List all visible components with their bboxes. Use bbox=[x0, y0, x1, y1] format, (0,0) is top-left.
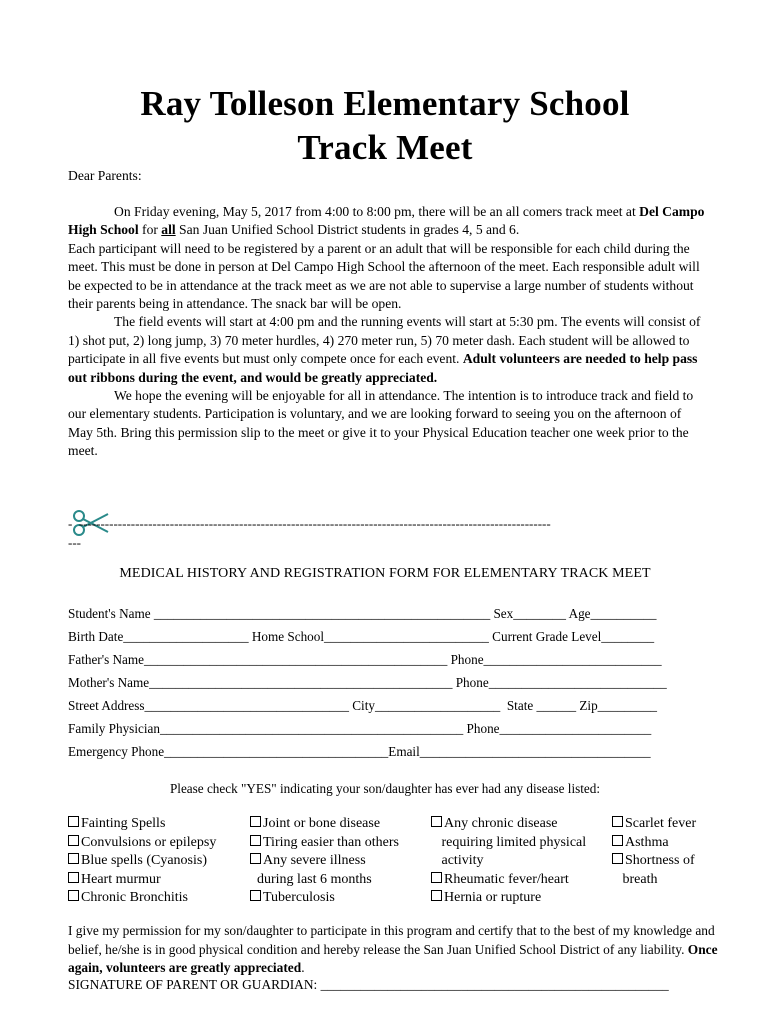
checkbox-icon[interactable] bbox=[68, 853, 79, 864]
disease-item-continued bbox=[431, 852, 586, 871]
field-mother[interactable]: Mother's Name______________________________________________ Phone___________________________ bbox=[68, 675, 667, 690]
disease-label: Blue spells (Cyanosis) bbox=[81, 853, 207, 868]
checkbox-icon[interactable] bbox=[68, 835, 79, 846]
disease-label: activity bbox=[431, 853, 484, 868]
checkbox-icon[interactable] bbox=[431, 890, 442, 901]
volunteer-request: Adult volunteers are needed to help pass out ribbons during the event, and would be greatly appreciated. bbox=[68, 351, 698, 385]
letter-text: The field events will start at 4:00 pm and the running events will start at 5:30 pm. The events will consist of 1) shot put, 2) long jump, 3) 70 meter hurdles, 4) 270 meter run, 5) 70 meter dash. Each student will be allowed to participate in all five events but must only compete once for each event. bbox=[68, 314, 701, 367]
disease-item[interactable] bbox=[68, 834, 216, 853]
disease-label: Asthma bbox=[625, 834, 669, 850]
consent-statement bbox=[68, 922, 718, 978]
venue-name: Del Campo High School bbox=[68, 204, 705, 238]
field-address[interactable]: Street Address_______________________________ City___________________ State ______ Zip_________ bbox=[68, 698, 658, 713]
signature-field[interactable]: SIGNATURE OF PARENT OR GUARDIAN: ____________________________________________________ bbox=[68, 977, 669, 992]
disease-item[interactable] bbox=[68, 815, 216, 834]
disease-column-1 bbox=[68, 815, 216, 908]
check-instructions: Please check "YES" indicating your son/daughter has ever had any disease listed: bbox=[169, 781, 601, 796]
field-birth-school[interactable]: Birth Date___________________ Home School_________________________ Current Grade Level________ bbox=[68, 629, 655, 644]
field-father[interactable]: Father's Name______________________________________________ Phone___________________________ bbox=[68, 652, 662, 667]
disease-item[interactable] bbox=[612, 852, 696, 871]
letter-paragraph-1 bbox=[68, 203, 708, 240]
cut-line bbox=[68, 514, 708, 552]
disease-label: Joint or bone disease bbox=[263, 816, 381, 831]
disease-column-3 bbox=[431, 815, 586, 908]
emphasis-all: all bbox=[161, 222, 176, 238]
disease-label: Tiring easier than others bbox=[263, 834, 399, 850]
disease-item[interactable] bbox=[612, 815, 696, 834]
letter-paragraph-2: Each participant will need to be registered by a parent or an adult that will be responsible for each child during the meet. This must be done in person at Del Campo High School the afternoon of the meet. Each responsible adult will be expected to be in attendance at the track meet as we are not able to supervise a large number of students without their parents being in attendance. The snack bar will be open. bbox=[68, 240, 700, 312]
checkbox-icon[interactable] bbox=[250, 890, 261, 901]
consent-emphasis: Once again, volunteers are greatly appreciated bbox=[68, 941, 718, 975]
letter-paragraph-3 bbox=[68, 313, 708, 387]
disease-item[interactable] bbox=[68, 871, 216, 890]
disease-item-continued bbox=[612, 871, 696, 890]
disease-label: Heart murmur bbox=[81, 871, 161, 887]
disease-label: Any severe illness bbox=[263, 853, 366, 868]
checkbox-icon[interactable] bbox=[612, 853, 623, 864]
checkbox-icon[interactable] bbox=[431, 816, 442, 827]
disease-item-continued bbox=[431, 834, 586, 853]
document-title-line1: Ray Tolleson Elementary School bbox=[140, 84, 630, 123]
field-emergency[interactable]: Emergency Phone__________________________________Email___________________________________ bbox=[68, 744, 651, 759]
cut-line-dashes: - ------------------------------------------------------------------------------------------------------------- bbox=[68, 516, 551, 531]
letter-text: San Juan Unified School District students in grades 4, 5 and 6. bbox=[175, 222, 520, 238]
disease-label: breath bbox=[612, 871, 658, 887]
disease-item[interactable] bbox=[250, 815, 399, 834]
checkbox-icon[interactable] bbox=[68, 890, 79, 901]
consent-text: I give my permission for my son/daughter to participate in this program and certify that to the best of my knowledge and belief, he/she is in good physical condition and hereby release the San Juan Unified School District of any liability. bbox=[68, 923, 715, 957]
checkbox-icon[interactable] bbox=[250, 816, 261, 827]
disease-item[interactable] bbox=[612, 834, 696, 853]
checkbox-icon[interactable] bbox=[250, 835, 261, 846]
letter-body bbox=[68, 203, 708, 461]
disease-label: during last 6 months bbox=[250, 871, 372, 887]
disease-column-4 bbox=[612, 815, 696, 889]
disease-label: Chronic Bronchitis bbox=[81, 890, 188, 905]
disease-item[interactable] bbox=[431, 871, 586, 890]
greeting: Dear Parents: bbox=[68, 168, 142, 183]
disease-label: requiring limited physical bbox=[431, 834, 587, 850]
field-physician[interactable]: Family Physician______________________________________________ Phone_______________________ bbox=[68, 721, 652, 736]
disease-item[interactable] bbox=[68, 889, 216, 908]
disease-item[interactable] bbox=[431, 815, 586, 834]
disease-label: Any chronic disease bbox=[444, 816, 558, 831]
disease-label: Rheumatic fever/heart bbox=[444, 871, 569, 887]
disease-column-2 bbox=[250, 815, 399, 908]
cut-line-dashes-wrap: --- bbox=[68, 535, 81, 550]
disease-label: Tuberculosis bbox=[263, 890, 335, 905]
checkbox-icon[interactable] bbox=[612, 835, 623, 846]
checkbox-icon[interactable] bbox=[250, 853, 261, 864]
disease-item-continued bbox=[250, 871, 399, 890]
disease-label: Shortness of bbox=[625, 853, 695, 868]
disease-item[interactable] bbox=[250, 834, 399, 853]
disease-item[interactable] bbox=[431, 889, 586, 908]
disease-item[interactable] bbox=[250, 889, 399, 908]
letter-text: for bbox=[138, 222, 162, 238]
letter-text: On Friday evening, May 5, 2017 from 4:00 to 8:00 pm, there will be an all comers track meet at bbox=[114, 204, 640, 219]
document-title-line2: Track Meet bbox=[297, 128, 473, 167]
checkbox-icon[interactable] bbox=[612, 816, 623, 827]
disease-label: Hernia or rupture bbox=[444, 890, 542, 905]
disease-label: Scarlet fever bbox=[625, 816, 697, 831]
checkbox-icon[interactable] bbox=[68, 872, 79, 883]
form-title: MEDICAL HISTORY AND REGISTRATION FORM FOR ELEMENTARY TRACK MEET bbox=[119, 566, 651, 581]
disease-label: Convulsions or epilepsy bbox=[81, 834, 217, 850]
checkbox-icon[interactable] bbox=[431, 872, 442, 883]
disease-label: Fainting Spells bbox=[81, 816, 166, 831]
consent-end: . bbox=[301, 960, 305, 975]
disease-item[interactable] bbox=[68, 852, 216, 871]
checkbox-icon[interactable] bbox=[68, 816, 79, 827]
disease-item[interactable] bbox=[250, 852, 399, 871]
field-student[interactable]: Student's Name ___________________________________________________ Sex________ Age__________ bbox=[68, 606, 657, 621]
letter-paragraph-4: We hope the evening will be enjoyable for all in attendance. The intention is to introduce track and field to our elementary students. Participation is voluntary, and we are looking forward to seeing you on the afternoon of May 5th. Bring this permission slip to the meet or give it to your Physical Education teacher one week prior to the meet. bbox=[68, 388, 694, 459]
